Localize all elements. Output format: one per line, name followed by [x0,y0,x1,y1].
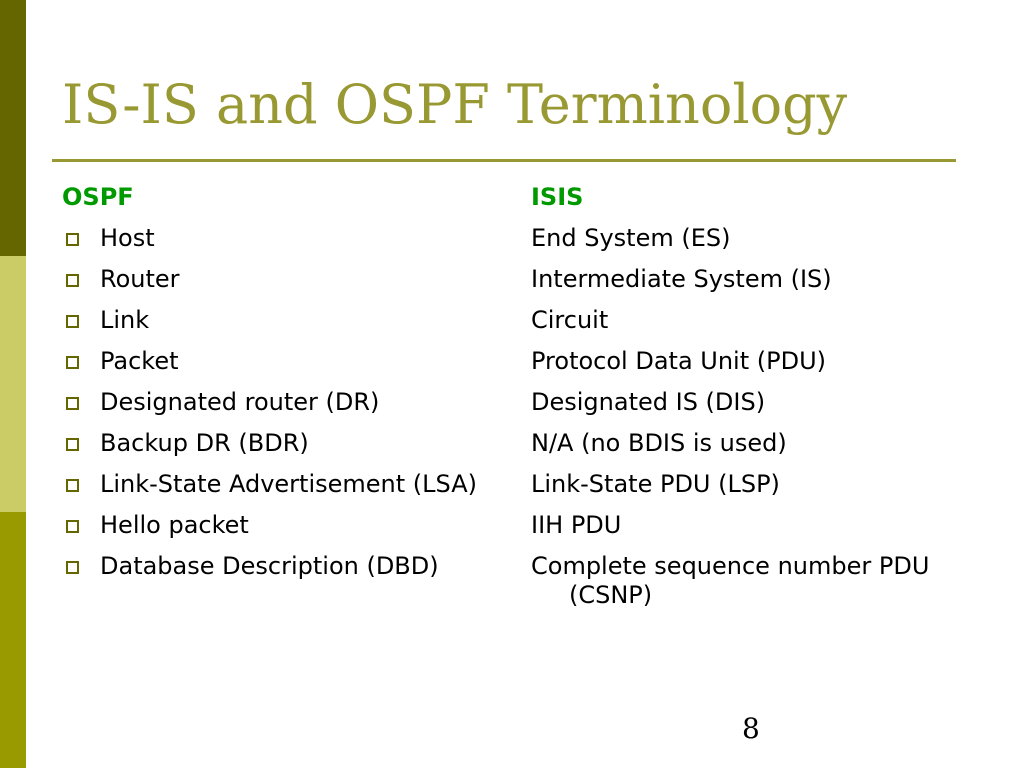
slide-title: IS-IS and OSPF Terminology [62,73,848,136]
isis-term: Intermediate System (IS) [531,265,832,293]
isis-term: Designated IS (DIS) [531,388,766,416]
square-bullet-icon [66,356,79,369]
page-number: 8 [742,712,760,745]
square-bullet-icon [66,233,79,246]
sidebar-decoration-middle [0,256,26,512]
ospf-term: Router [100,265,180,293]
square-bullet-icon [66,561,79,574]
isis-term: Circuit [531,306,609,334]
title-divider [52,159,956,162]
ospf-term: Database Description (DBD) [100,552,439,580]
isis-term: End System (ES) [531,224,731,252]
list-item [62,552,482,581]
isis-term: N/A (no BDIS is used) [531,429,787,457]
isis-heading: ISIS [531,183,584,211]
list-item [62,388,482,417]
ospf-term: Packet [100,347,179,375]
isis-term: Complete sequence number PDU (CSNP) [531,552,930,609]
list-item [62,306,482,335]
sidebar-decoration-bottom [0,512,26,768]
ospf-term-list [62,224,482,581]
isis-term: Link-State PDU (LSP) [531,470,780,498]
ospf-term: Backup DR (BDR) [100,429,309,457]
list-item [62,429,482,458]
sidebar-decoration-top [0,0,26,256]
isis-term: IIH PDU [531,511,622,539]
ospf-term: Host [100,224,155,252]
ospf-heading: OSPF [62,183,134,211]
ospf-term: Link [100,306,150,334]
ospf-column [62,183,482,593]
square-bullet-icon [66,479,79,492]
ospf-term: Designated router (DR) [100,388,380,416]
list-item [62,511,482,540]
square-bullet-icon [66,520,79,533]
isis-column [531,183,961,622]
square-bullet-icon [66,438,79,451]
isis-term-list [531,224,961,610]
isis-term: Protocol Data Unit (PDU) [531,347,827,375]
ospf-term: Hello packet [100,511,249,539]
list-item [62,265,482,294]
list-item [62,224,482,253]
square-bullet-icon [66,315,79,328]
square-bullet-icon [66,397,79,410]
ospf-term: Link-State Advertisement (LSA) [100,470,477,498]
list-item [62,470,482,499]
list-item [62,347,482,376]
square-bullet-icon [66,274,79,287]
